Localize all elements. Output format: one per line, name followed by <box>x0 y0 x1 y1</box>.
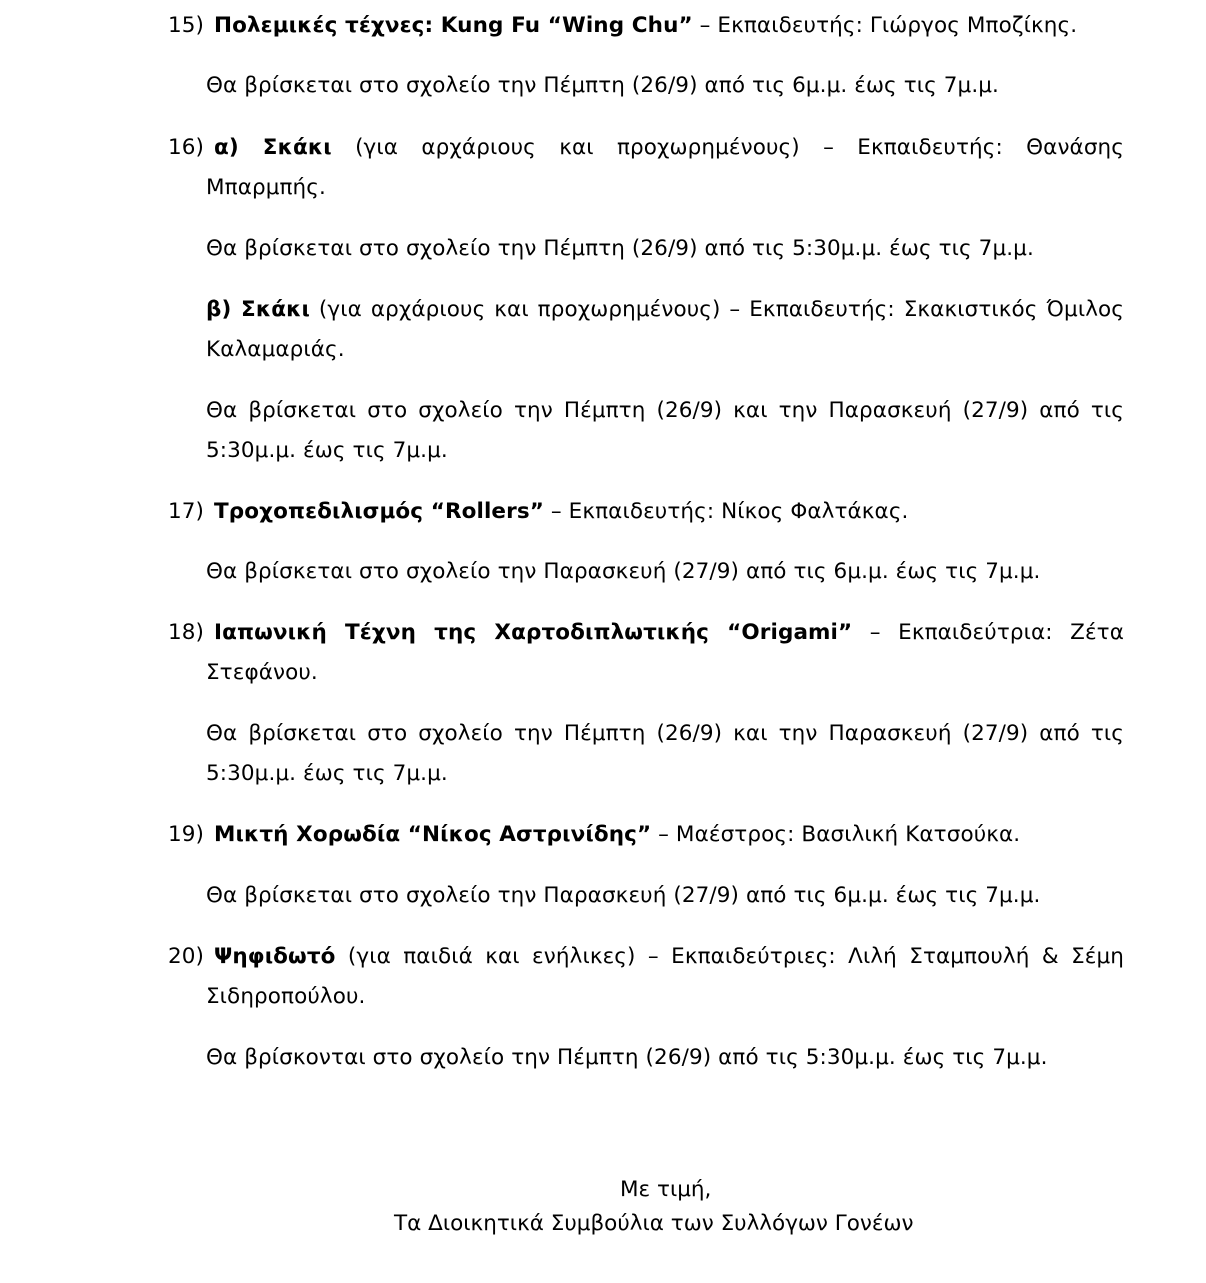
item-instructor: (για αρχάριους και προχωρημένους) – Εκπαιδευτής: Σκακιστικός Όμιλος Καλαμαριάς. <box>206 297 1124 362</box>
list-item-16 <box>168 128 1124 168</box>
item-title: Ιαπωνική Τέχνη της Χαρτοδιπλωτικής “Origami” <box>214 620 853 645</box>
list-item-19 <box>168 815 1124 855</box>
item-heading <box>168 128 1124 168</box>
item-instructor-continued: Στεφάνου. <box>206 660 318 685</box>
item-instructor: – Εκπαιδευτής: Γιώργος Μποζίκης. <box>692 13 1078 38</box>
item-title: β) Σκάκι <box>206 297 310 322</box>
item-instructor: (για αρχάριους και προχωρημένους) – Εκπαιδευτής: Θανάσης <box>331 135 1124 160</box>
item-number: 15) <box>168 13 205 38</box>
list-item-15 <box>168 6 1124 46</box>
item-number: 18) <box>168 620 205 645</box>
item-heading <box>168 613 1124 653</box>
item-instructor: – Μαέστρος: Βασιλική Κατσούκα. <box>651 822 1021 847</box>
salutation: Με τιμή, <box>620 1177 712 1202</box>
item-number: 16) <box>168 135 205 160</box>
item-schedule: Θα βρίσκεται στο σχολείο την Πέμπτη (26/9) από τις 6μ.μ. έως τις 7μ.μ. <box>206 73 999 98</box>
item-instructor-continued: Μπαρμπής. <box>206 175 326 200</box>
item-instructor: (για παιδιά και ενήλικες) – Εκπαιδεύτριες: Λιλή Σταμπουλή & Σέμη <box>335 944 1124 969</box>
item-schedule: Θα βρίσκεται στο σχολείο την Πέμπτη (26/9) και την Παρασκευή (27/9) από τις 5:30μ.μ. έως τις 7μ.μ. <box>206 398 1124 463</box>
item-number: 20) <box>168 944 205 969</box>
item-schedule: Θα βρίσκεται στο σχολείο την Πέμπτη (26/9) από τις 5:30μ.μ. έως τις 7μ.μ. <box>206 236 1034 261</box>
item-instructor: – Εκπαιδεύτρια: Ζέτα <box>852 620 1124 645</box>
item-title: α) Σκάκι <box>214 135 332 160</box>
item-instructor-continued: Σιδηροπούλου. <box>206 984 366 1009</box>
list-item-17 <box>168 492 1124 532</box>
item-title: Μικτή Χορωδία “Νίκος Αστρινίδης” <box>214 822 652 847</box>
signature: Τα Διοικητικά Συμβούλια των Συλλόγων Γονέων <box>394 1211 914 1236</box>
item-heading <box>168 492 1124 532</box>
item-instructor: – Εκπαιδευτής: Νίκος Φαλτάκας. <box>543 499 909 524</box>
item-schedule: Θα βρίσκονται στο σχολείο την Πέμπτη (26/9) από τις 5:30μ.μ. έως τις 7μ.μ. <box>206 1045 1048 1070</box>
item-heading <box>168 6 1124 46</box>
list-item-20 <box>168 937 1124 977</box>
item-number: 19) <box>168 822 205 847</box>
item-schedule: Θα βρίσκεται στο σχολείο την Παρασκευή (27/9) από τις 6μ.μ. έως τις 7μ.μ. <box>206 883 1041 908</box>
item-schedule: Θα βρίσκεται στο σχολείο την Παρασκευή (27/9) από τις 6μ.μ. έως τις 7μ.μ. <box>206 559 1041 584</box>
sub-item-16b <box>206 290 1124 370</box>
list-item-18 <box>168 613 1124 653</box>
item-number: 17) <box>168 499 205 524</box>
item-heading <box>168 815 1124 855</box>
item-title: Πολεμικές τέχνες: Kung Fu “Wing Chu” <box>214 13 693 38</box>
item-title: Τροχοπεδιλισμός “Rollers” <box>214 499 544 524</box>
item-schedule: Θα βρίσκεται στο σχολείο την Πέμπτη (26/9) και την Παρασκευή (27/9) από τις 5:30μ.μ. έως τις 7μ.μ. <box>206 721 1124 786</box>
item-title: Ψηφιδωτό <box>214 944 336 969</box>
item-heading <box>168 937 1124 977</box>
